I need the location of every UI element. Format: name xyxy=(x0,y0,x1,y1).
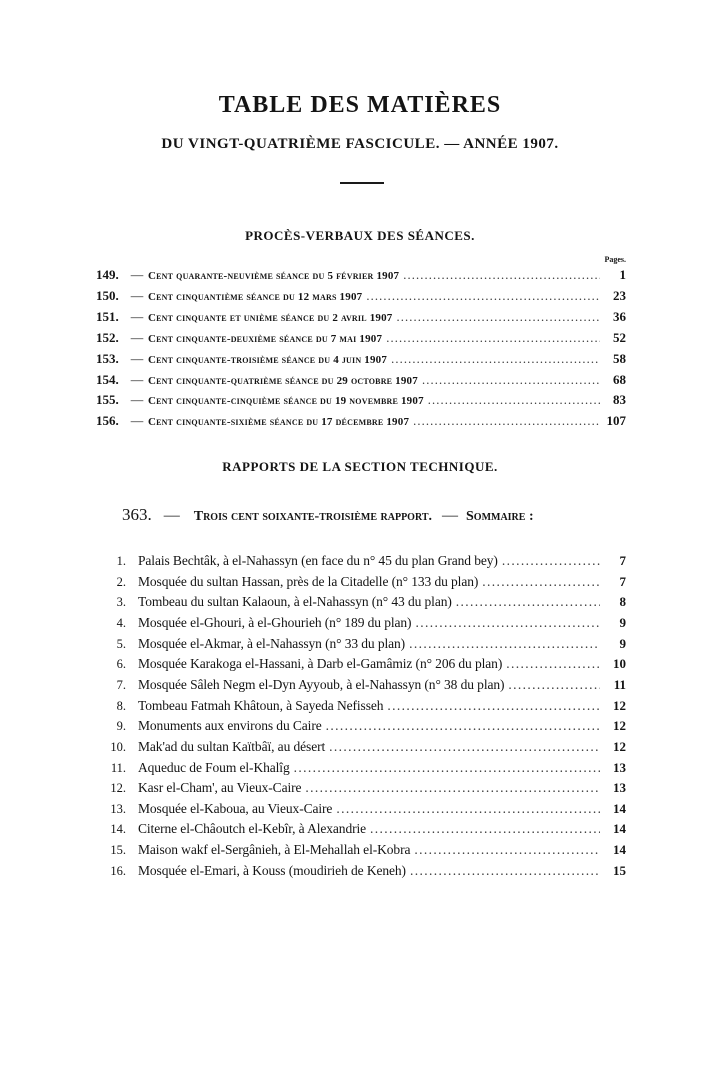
item-title: Tombeau du sultan Kalaoun, à el-Nahassyn (n° 43 du plan) xyxy=(138,594,452,610)
report-title: Trois cent soixante-troisième rapport. xyxy=(193,509,432,524)
item-number: 13. xyxy=(110,801,126,816)
dot-leader xyxy=(387,698,600,714)
item-number: 7. xyxy=(116,677,126,692)
dot-leader xyxy=(422,373,600,388)
item-title: Mak'ad du sultan Kaïtbâï, au désert xyxy=(138,738,326,754)
item-title: Mosquée el-Kaboua, au Vieux-Caire xyxy=(138,800,333,816)
item-page: 15 xyxy=(613,862,626,878)
divider-rule xyxy=(340,182,384,184)
entry-title: Cent quarante-neuvième séance du 5 février 1907 xyxy=(148,270,400,282)
dot-leader xyxy=(366,289,600,304)
dot-leader xyxy=(397,310,600,325)
item-title: Mosquée Karakoga el-Hassani, à Darb el-Gamâmiz (n° 206 du plan) xyxy=(138,656,503,672)
item-number: 1. xyxy=(116,554,126,568)
item-title: Monuments aux environs du Caire xyxy=(138,718,322,734)
item-number: 3. xyxy=(116,595,126,610)
dot-leader xyxy=(410,863,600,879)
report-item xyxy=(96,594,626,615)
item-title: Mosquée el-Akmar, à el-Nahassyn (n° 33 du plan) xyxy=(138,635,406,651)
item-number: 15. xyxy=(110,843,126,858)
report-item xyxy=(96,636,626,657)
entry-title: Cent cinquante-quatrième séance du 29 octobre 1907 xyxy=(148,374,418,387)
dot-leader xyxy=(506,656,600,672)
item-title: Palais Bechtâk, à el-Nahassyn (en face du n° 45 du plan Grand bey) xyxy=(138,553,498,568)
report-item xyxy=(96,677,626,698)
entry-dash: — xyxy=(130,351,144,366)
section-heading-rapports: RAPPORTS DE LA SECTION TECHNIQUE. xyxy=(222,459,498,474)
entry-page: 23 xyxy=(613,287,626,303)
entry-dash: — xyxy=(130,288,144,303)
item-number: 12. xyxy=(110,781,126,796)
report-item xyxy=(96,739,626,760)
dot-leader xyxy=(305,780,600,796)
entry-dash: — xyxy=(130,393,144,408)
report-item xyxy=(96,863,626,884)
entry-number: 154. xyxy=(96,371,119,387)
item-page: 12 xyxy=(613,718,626,734)
entry-dash: — xyxy=(130,330,144,345)
item-page: 14 xyxy=(613,800,626,816)
dot-leader xyxy=(502,553,600,569)
entry-number: 150. xyxy=(96,287,119,303)
report-dash: — xyxy=(163,507,180,524)
toc-entry xyxy=(96,267,626,288)
report-item xyxy=(96,656,626,677)
report-number: 363. xyxy=(122,505,152,524)
toc-entry xyxy=(96,392,626,413)
dot-leader xyxy=(391,352,600,367)
report-item xyxy=(96,801,626,822)
dot-leader xyxy=(414,842,600,858)
entry-title: Cent cinquantième séance du 12 mars 1907 xyxy=(148,290,363,303)
dot-leader xyxy=(428,393,600,408)
entry-page: 107 xyxy=(606,413,626,429)
dot-leader xyxy=(370,821,600,837)
item-title: Maison wakf el-Sergânieh, à El-Mehallah el-Kobra xyxy=(138,842,411,858)
item-page: 12 xyxy=(613,738,626,754)
item-title: Mosquée Sâleh Negm el-Dyn Ayyoub, à el-Nahassyn (n° 38 du plan) xyxy=(138,676,505,692)
entry-dash: — xyxy=(130,372,144,387)
item-title: Mosquée el-Ghouri, à el-Ghourieh (n° 189 du plan) xyxy=(138,614,412,630)
item-number: 11. xyxy=(110,760,126,775)
report-item xyxy=(96,553,626,574)
report-item xyxy=(96,574,626,595)
entry-page: 36 xyxy=(613,308,626,324)
entry-title: Cent cinquante et unième séance du 2 avril 1907 xyxy=(148,311,393,324)
item-page: 9 xyxy=(619,635,626,651)
dot-leader xyxy=(482,574,600,590)
item-page: 10 xyxy=(613,656,626,672)
report-summary-label: Sommaire : xyxy=(466,509,534,524)
dot-leader xyxy=(456,594,600,610)
item-page: 14 xyxy=(613,842,626,858)
item-page: 14 xyxy=(613,821,626,837)
item-page: 9 xyxy=(619,614,626,630)
entry-number: 155. xyxy=(96,392,119,408)
item-title: Aqueduc de Foum el-Khalîg xyxy=(138,759,290,775)
report-item xyxy=(96,842,626,863)
dot-leader xyxy=(326,718,600,734)
item-title: Kasr el-Cham', au Vieux-Caire xyxy=(138,780,302,796)
item-number: 6. xyxy=(116,657,126,672)
dot-leader xyxy=(386,331,600,346)
report-line xyxy=(122,505,622,525)
item-title: Citerne el-Châoutch el-Kebîr, à Alexandrie xyxy=(138,821,367,837)
entry-title: Cent cinquante-cinquième séance du 19 novembre 1907 xyxy=(148,395,424,408)
report-item xyxy=(96,760,626,781)
report-dash-2: — xyxy=(442,507,458,524)
entry-number: 151. xyxy=(96,308,119,324)
dot-leader xyxy=(415,615,600,631)
report-item xyxy=(96,698,626,719)
item-number: 2. xyxy=(116,574,126,589)
item-number: 4. xyxy=(116,615,126,630)
item-number: 10. xyxy=(110,739,126,754)
dot-leader xyxy=(508,677,600,693)
item-page: 13 xyxy=(613,780,626,796)
entry-dash: — xyxy=(130,414,144,429)
dot-leader xyxy=(409,636,600,652)
item-page: 11 xyxy=(613,676,626,692)
entry-number: 156. xyxy=(96,413,119,429)
toc-entry xyxy=(96,351,626,372)
item-number: 14. xyxy=(110,822,126,837)
item-page: 12 xyxy=(613,697,626,713)
entry-page: 58 xyxy=(613,350,626,366)
dot-leader xyxy=(336,801,600,817)
entry-page: 52 xyxy=(613,329,626,345)
page-title: TABLE DES MATIÈRES xyxy=(218,92,502,118)
item-title: Mosquée el-Emari, à Kouss (moudirieh de Keneh) xyxy=(138,862,406,878)
item-page: 7 xyxy=(619,553,626,568)
toc-entry xyxy=(96,288,626,309)
dot-leader xyxy=(294,760,600,776)
entry-page: 68 xyxy=(613,371,626,387)
entry-page: 1 xyxy=(619,267,626,282)
item-page: 13 xyxy=(613,759,626,775)
report-item xyxy=(96,821,626,842)
item-title: Mosquée du sultan Hassan, près de la Citadelle (n° 133 du plan) xyxy=(138,573,479,589)
item-number: 16. xyxy=(110,863,126,878)
toc-entry xyxy=(96,372,626,393)
entry-title: Cent cinquante-deuxième séance du 7 mai 1907 xyxy=(148,332,383,345)
entry-number: 149. xyxy=(96,267,119,282)
entry-dash: — xyxy=(130,268,144,282)
entry-page: 83 xyxy=(613,392,626,408)
toc-entry xyxy=(96,330,626,351)
item-number: 9. xyxy=(116,719,126,734)
entry-number: 153. xyxy=(96,350,119,366)
entry-title: Cent cinquante-troisième séance du 4 juin 1907 xyxy=(148,353,388,366)
toc-entry xyxy=(96,413,626,434)
item-number: 5. xyxy=(116,636,126,651)
report-item xyxy=(96,615,626,636)
item-page: 7 xyxy=(619,573,626,589)
entry-dash: — xyxy=(130,309,144,324)
item-number: 8. xyxy=(116,698,126,713)
item-title: Tombeau Fatmah Khâtoun, à Sayeda Nefisseh xyxy=(138,697,384,713)
report-item xyxy=(96,780,626,801)
item-page: 8 xyxy=(619,594,626,610)
dot-leader xyxy=(413,414,600,429)
toc-entry xyxy=(96,309,626,330)
page-subtitle: DU VINGT-QUATRIÈME FASCICULE. — ANNÉE 1907. xyxy=(161,136,559,152)
dot-leader xyxy=(329,739,600,755)
section-heading-proces-verbaux: PROCÈS-VERBAUX DES SÉANCES. xyxy=(245,228,475,243)
entry-number: 152. xyxy=(96,329,119,345)
entry-title: Cent cinquante-sixième séance du 17 décembre 1907 xyxy=(148,416,410,429)
pages-column-label: Pages. xyxy=(604,255,626,264)
dot-leader xyxy=(403,268,600,283)
report-item xyxy=(96,718,626,739)
